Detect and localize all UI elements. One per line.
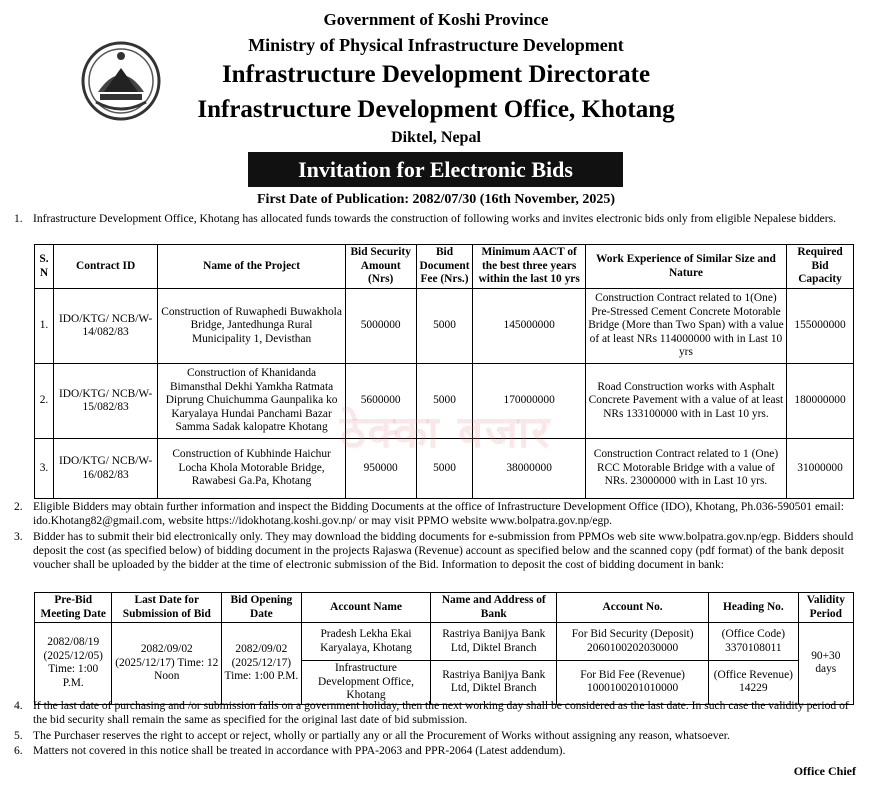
clause-number: 4. <box>14 699 23 712</box>
bank-deposit-table <box>34 592 854 705</box>
office-location: Diktel, Nepal <box>391 129 481 146</box>
row-sn: 2. <box>35 364 54 439</box>
clause-number: 2. <box>14 500 23 513</box>
clause-4: If the last date of purchasing and /or submission falls on a government holiday, then the next working day shall be considered as the last date. In such case the validity period of the bid security shall remain the same as specified for the original last date of bid submission. <box>33 699 849 726</box>
row-project-name: Construction of Kubhinde Haichur Locha Khola Motorable Bridge, Rawabesi Ga.Pa, Khotang <box>158 439 346 499</box>
clause-3: Bidder has to submit their bid electronically only. They may download the bidding documents for e-submission from PPMOs web site www.bolpatra.gov.np/egp. Bidders should deposit the cost (as specified below) of bidding document in the projects Rajaswa (Revenue) account as specified below and the scanned copy (pdf format) of the bank deposit voucher shall be uploaded by the bidder at the time of electronic submission of the Bid. Information to deposit the cost of bidding document in bank: <box>33 530 854 571</box>
row-contract-id: IDO/KTG/ NCB/W-14/082/83 <box>53 289 157 364</box>
office-title: Infrastructure Development Office, Khotang <box>197 96 675 123</box>
col-capacity: Required Bid Capacity <box>787 245 854 289</box>
directorate-title: Infrastructure Development Directorate <box>221 61 651 88</box>
account-no: For Bid Security (Deposit) 2060100202030000 <box>557 623 709 661</box>
heading-no: (Office Revenue) 14229 <box>709 661 799 705</box>
row-experience: Construction Contract related to 1 (One) RCC Motorable Bridge with a value of NRs. 23000000 with in Last 10 yrs. <box>585 439 786 499</box>
row-doc-fee: 5000 <box>416 439 473 499</box>
row-experience: Construction Contract related to 1(One) Pre-Stressed Cement Concrete Motorable Bridge (More than Two Span) with a value of at least NRs 114000000 with in Last 10 yrs <box>585 289 786 364</box>
row-capacity: 155000000 <box>787 289 854 364</box>
table-row <box>35 364 854 439</box>
row-capacity: 180000000 <box>787 364 854 439</box>
clause-2: Eligible Bidders may obtain further information and inspect the Bidding Documents at the office of Infrastructure Development Office (IDO), Khotang, Ph.036-590501 email: ido.Khotang82@gmail.com, website https://idokhotang.koshi.gov.np/ or may visit PPMO website www.bolpatra.gov.np/egp. <box>33 500 844 527</box>
col-account-name: Account Name <box>301 593 431 623</box>
validity-period: 90+30 days <box>798 623 853 705</box>
col-heading: Heading No. <box>709 593 799 623</box>
row-bid-security: 950000 <box>345 439 416 499</box>
signature-office-chief: Office Chief <box>793 764 856 778</box>
col-last-date: Last Date for Submission of Bid <box>112 593 222 623</box>
clause-number: 5. <box>14 729 23 742</box>
row-sn: 3. <box>35 439 54 499</box>
row-bid-security: 5000000 <box>345 289 416 364</box>
watermark-logo: ठेक्का बजार <box>340 407 552 458</box>
col-contract-id: Contract ID <box>53 245 157 289</box>
publication-date: First Date of Publication: 2082/07/30 (16th November, 2025) <box>257 192 615 207</box>
works-table <box>34 244 854 499</box>
clause-1: Infrastructure Development Office, Khotang has allocated funds towards the construction of following works and invites electronic bids only from eligible Nepalese bidders. <box>33 212 837 225</box>
row-contract-id: IDO/KTG/ NCB/W-15/082/83 <box>53 364 157 439</box>
table-row <box>35 289 854 364</box>
col-opening: Bid Opening Date <box>222 593 301 623</box>
row-project-name: Construction of Ruwaphedi Buwakhola Bridge, Jantedhunga Rural Municipality 1, Devisthan <box>158 289 346 364</box>
account-name: Infrastructure Development Office, Khotang <box>301 661 431 705</box>
col-validity: Validity Period <box>798 593 853 623</box>
col-project-name: Name of the Project <box>158 245 346 289</box>
row-doc-fee: 5000 <box>416 364 473 439</box>
col-sn: S. N <box>35 245 54 289</box>
account-name: Pradesh Lekha Ekai Karyalaya, Khotang <box>301 623 431 661</box>
row-aact: 145000000 <box>473 289 585 364</box>
notice-title: Invitation for Electronic Bids <box>248 152 623 187</box>
clause-number: 3. <box>14 530 23 543</box>
row-sn: 1. <box>35 289 54 364</box>
col-account-no: Account No. <box>557 593 709 623</box>
clause-number: 1. <box>14 212 23 225</box>
clause-6: Matters not covered in this notice shall be treated in accordance with PPA-2063 and PPR-2064 (Latest addendum). <box>33 744 566 757</box>
table-row <box>35 439 854 499</box>
bank-name: Rastriya Banijya Bank Ltd, Diktel Branch <box>431 661 557 705</box>
col-experience: Work Experience of Similar Size and Nature <box>585 245 786 289</box>
row-aact: 38000000 <box>473 439 585 499</box>
prebid-date: 2082/08/19 (2025/12/05) Time: 1:00 P.M. <box>35 623 112 705</box>
clause-5: The Purchaser reserves the right to accept or reject, wholly or partially any or all the Procurement of Works without assigning any reason, whatsoever. <box>33 729 730 742</box>
row-experience: Road Construction works with Asphalt Concrete Pavement with a value of at least NRs 133100000 with in Last 10 yrs. <box>585 364 786 439</box>
col-doc-fee: Bid Document Fee (Nrs.) <box>416 245 473 289</box>
row-doc-fee: 5000 <box>416 289 473 364</box>
ministry-title: Ministry of Physical Infrastructure Development <box>248 35 624 55</box>
col-prebid: Pre-Bid Meeting Date <box>35 593 112 623</box>
clause-number: 6. <box>14 744 23 757</box>
bid-opening-date: 2082/09/02 (2025/12/17) Time: 1:00 P.M. <box>222 623 301 705</box>
col-aact: Minimum AACT of the best three years within the last 10 yrs <box>473 245 585 289</box>
last-submission-date: 2082/09/02 (2025/12/17) Time: 12 Noon <box>112 623 222 705</box>
row-project-name: Construction of Khanidanda Bimansthal Dekhi Yamkha Ratmata Diprung Chuichumma Gaunpalika ko Karyalaya Hundai Panchami Bazar Samma Sadak kalopatre Khotang <box>158 364 346 439</box>
col-bank: Name and Address of Bank <box>431 593 557 623</box>
heading-no: (Office Code) 3370108011 <box>709 623 799 661</box>
bank-name: Rastriya Banijya Bank Ltd, Diktel Branch <box>431 623 557 661</box>
row-contract-id: IDO/KTG/ NCB/W-16/082/83 <box>53 439 157 499</box>
account-no: For Bid Fee (Revenue) 1000100201010000 <box>557 661 709 705</box>
row-aact: 170000000 <box>473 364 585 439</box>
row-bid-security: 5600000 <box>345 364 416 439</box>
col-bid-security: Bid Security Amount (Nrs) <box>345 245 416 289</box>
row-capacity: 31000000 <box>787 439 854 499</box>
table-row <box>35 623 854 661</box>
government-title: Government of Koshi Province <box>323 10 549 29</box>
